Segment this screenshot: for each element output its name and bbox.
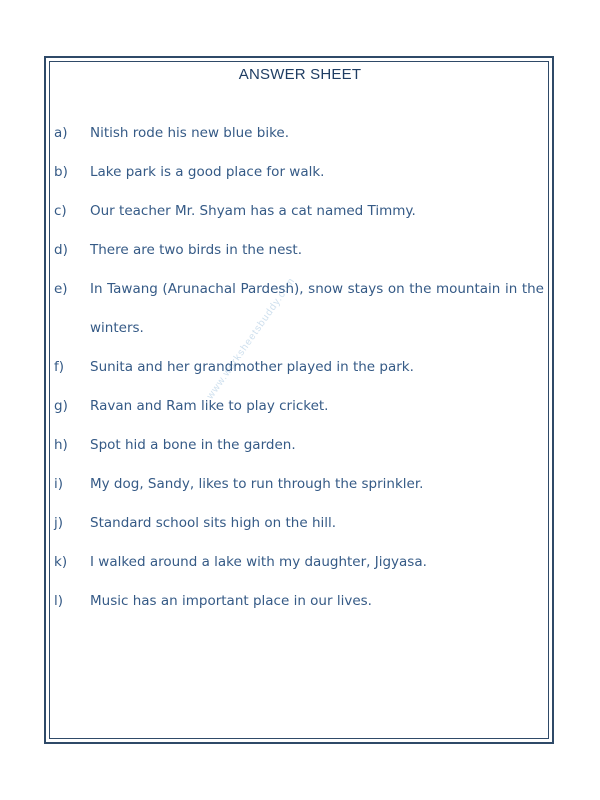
answer-text: My dog, Sandy, likes to run through the sprinkler. <box>90 476 424 492</box>
answer-item <box>54 270 544 348</box>
answer-text: I walked around a lake with my daughter, Jigyasa. <box>90 554 427 570</box>
answer-letter: c) <box>54 203 67 219</box>
answer-letter: e) <box>54 281 68 297</box>
answer-text: Our teacher Mr. Shyam has a cat named Timmy. <box>90 203 416 219</box>
answer-letter: h) <box>54 437 68 453</box>
answer-text: Spot hid a bone in the garden. <box>90 437 296 453</box>
answer-text: Standard school sits high on the hill. <box>90 515 337 531</box>
answer-text: Nitish rode his new blue bike. <box>90 125 290 141</box>
answer-item <box>54 114 544 153</box>
answer-text: Lake park is a good place for walk. <box>90 164 325 180</box>
answer-item <box>54 231 544 270</box>
answer-letter: j) <box>54 515 64 531</box>
answer-text: In Tawang (Arunachal Pardesh), snow stays on the mountain in the winters. <box>90 281 544 336</box>
answer-item <box>54 387 544 426</box>
answer-item <box>54 348 544 387</box>
answer-list <box>54 114 544 621</box>
answer-text: Ravan and Ram like to play cricket. <box>90 398 329 414</box>
answer-item <box>54 504 544 543</box>
answer-item <box>54 582 544 621</box>
answer-item <box>54 426 544 465</box>
page-title: ANSWER SHEET <box>238 66 362 83</box>
answer-item <box>54 192 544 231</box>
answer-item <box>54 153 544 192</box>
answer-letter: k) <box>54 554 68 570</box>
answer-letter: i) <box>54 476 64 492</box>
answer-item <box>54 543 544 582</box>
answer-letter: l) <box>54 593 64 609</box>
answer-letter: f) <box>54 359 65 375</box>
answer-text: Sunita and her grandmother played in the park. <box>90 359 414 375</box>
answer-letter: a) <box>54 125 68 141</box>
answer-text: Music has an important place in our lives. <box>90 593 372 609</box>
answer-letter: b) <box>54 164 68 180</box>
answer-letter: g) <box>54 398 68 414</box>
answer-text: There are two birds in the nest. <box>90 242 303 258</box>
answer-item <box>54 465 544 504</box>
answer-letter: d) <box>54 242 68 258</box>
watermark-text: www.worksheetsbuddy.com <box>205 275 298 402</box>
